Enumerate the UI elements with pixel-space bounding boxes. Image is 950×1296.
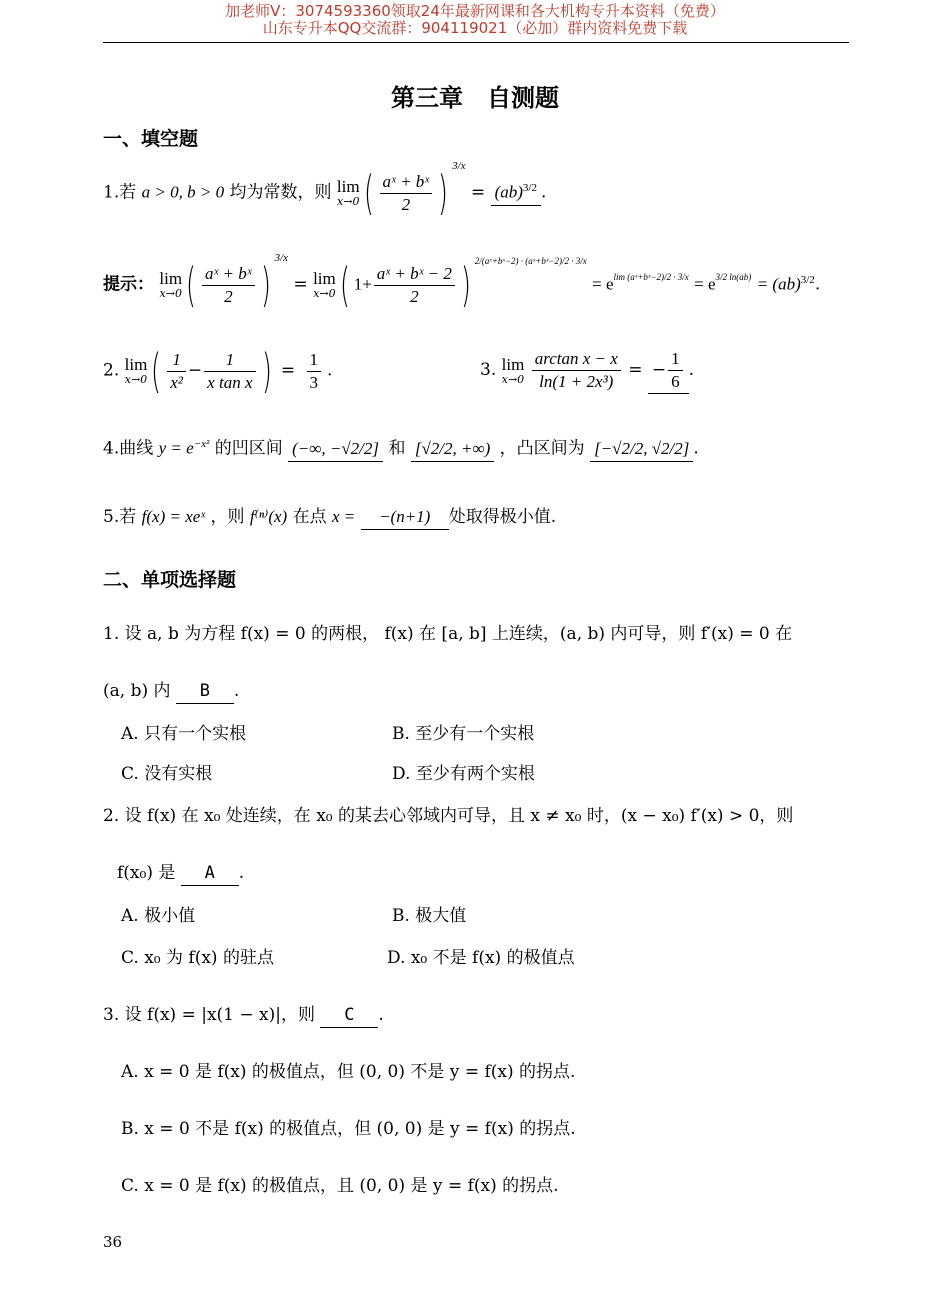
mc-question-3: 3. 设 f(x) = |x(1 − x)|，则 C . [103, 1003, 384, 1028]
header-line-1: 加老师V：3074593360领取24年最新网课和各大机构专升本资料（免费） [225, 2, 725, 20]
mc1-option-d: D. 至少有两个实根 [392, 764, 535, 784]
mc2-option-a: A. 极小值 [121, 906, 196, 926]
section-multiple-choice: 二、单项选择题 [103, 569, 237, 591]
question-1: 1.若 a > 0, b > 0 均为常数，则 lim x→0 ( $\frac{\text{aˣ + bˣ}}{2}$ )$^{3/x}$ = (ab)$^{3/2}$ . [103, 159, 547, 220]
question-2: 2. lim x→0 ( $\frac{1}{\text{x²}}$ − $\frac{1}{\text{x tan x}}$ ) = $\frac{1}{3}$ . [103, 344, 333, 398]
mc2-option-b: B. 极大值 [392, 906, 467, 926]
mc-question-2: 2. 设 f(x) 在 x₀ 处连续，在 x₀ 的某去心邻域内可导，且 x ≠ x₀ 时，(x − x₀) f′(x) > 0，则 [103, 806, 794, 826]
hint-line: 提示： lim x→0 ( $\frac{\text{aˣ + bˣ}}{2}$ )$^{3/x}$ = lim x→0 ( 1+ $\frac{\text{aˣ + bˣ − 2}}{2}$ ) $^{2/(aˣ+bˣ-2) \cdot (aˣ+bˣ-2)/2 \cdot 3/x} = e^{lim (aˣ+bˣ-2)/2 \cdot 3/x} = e^{3/2 ln(ab)} = (ab)^{3/2}$. [103, 251, 821, 312]
header-divider [103, 42, 849, 43]
header-line-2: 山东专升本QQ交流群：904119021（必加）群内资料免费下载 [262, 19, 688, 37]
mc3-option-b: B. x = 0 不是 f(x) 的极值点，但 (0, 0) 是 y = f(x) 的拐点. [121, 1119, 576, 1139]
mc-question-1-line2: (a, b) 内 B . [103, 679, 239, 704]
mc1-option-a: A. 只有一个实根 [121, 724, 247, 744]
mc2-option-d: D. x₀ 不是 f(x) 的极值点 [387, 948, 575, 968]
question-5: 5.若 f(x) = xeˣ ，则 f⁽ⁿ⁾(x) 在点 x = −(n+1) 处取得极小值. [103, 505, 556, 530]
mc1-option-c: C. 没有实根 [121, 764, 213, 784]
page-title: 第三章 自测题 [391, 84, 559, 112]
question-3: 3. lim x→0 $\frac{\text{arctan x − x}}{\text{ln(1 + 2x³)}}$ = − $\frac{1}{6}$ . [480, 348, 694, 394]
mc3-option-c: C. x = 0 是 f(x) 的极值点，且 (0, 0) 是 y = f(x) 的拐点. [121, 1176, 559, 1196]
mc2-option-c: C. x₀ 为 f(x) 的驻点 [121, 948, 274, 968]
mc-question-2-line2: f(x₀) 是 A . [117, 861, 244, 886]
mc1-option-b: B. 至少有一个实根 [392, 724, 535, 744]
section-fill-in: 一、填空题 [103, 128, 199, 150]
mc-question-1: 1. 设 a, b 为方程 f(x) = 0 的两根， f(x) 在 [a, b] 上连续，(a, b) 内可导，则 f′(x) = 0 在 [103, 624, 793, 644]
page-number: 36 [103, 1233, 123, 1251]
question-4: 4.曲线 $y = e^{-x^2}$ 的凹区间 (−∞, −√2/2] 和 [√2/2, +∞) ，凸区间为 [−√2/2, √2/2] . [103, 432, 699, 462]
mc3-option-a: A. x = 0 是 f(x) 的极值点，但 (0, 0) 不是 y = f(x) 的拐点. [121, 1062, 576, 1082]
